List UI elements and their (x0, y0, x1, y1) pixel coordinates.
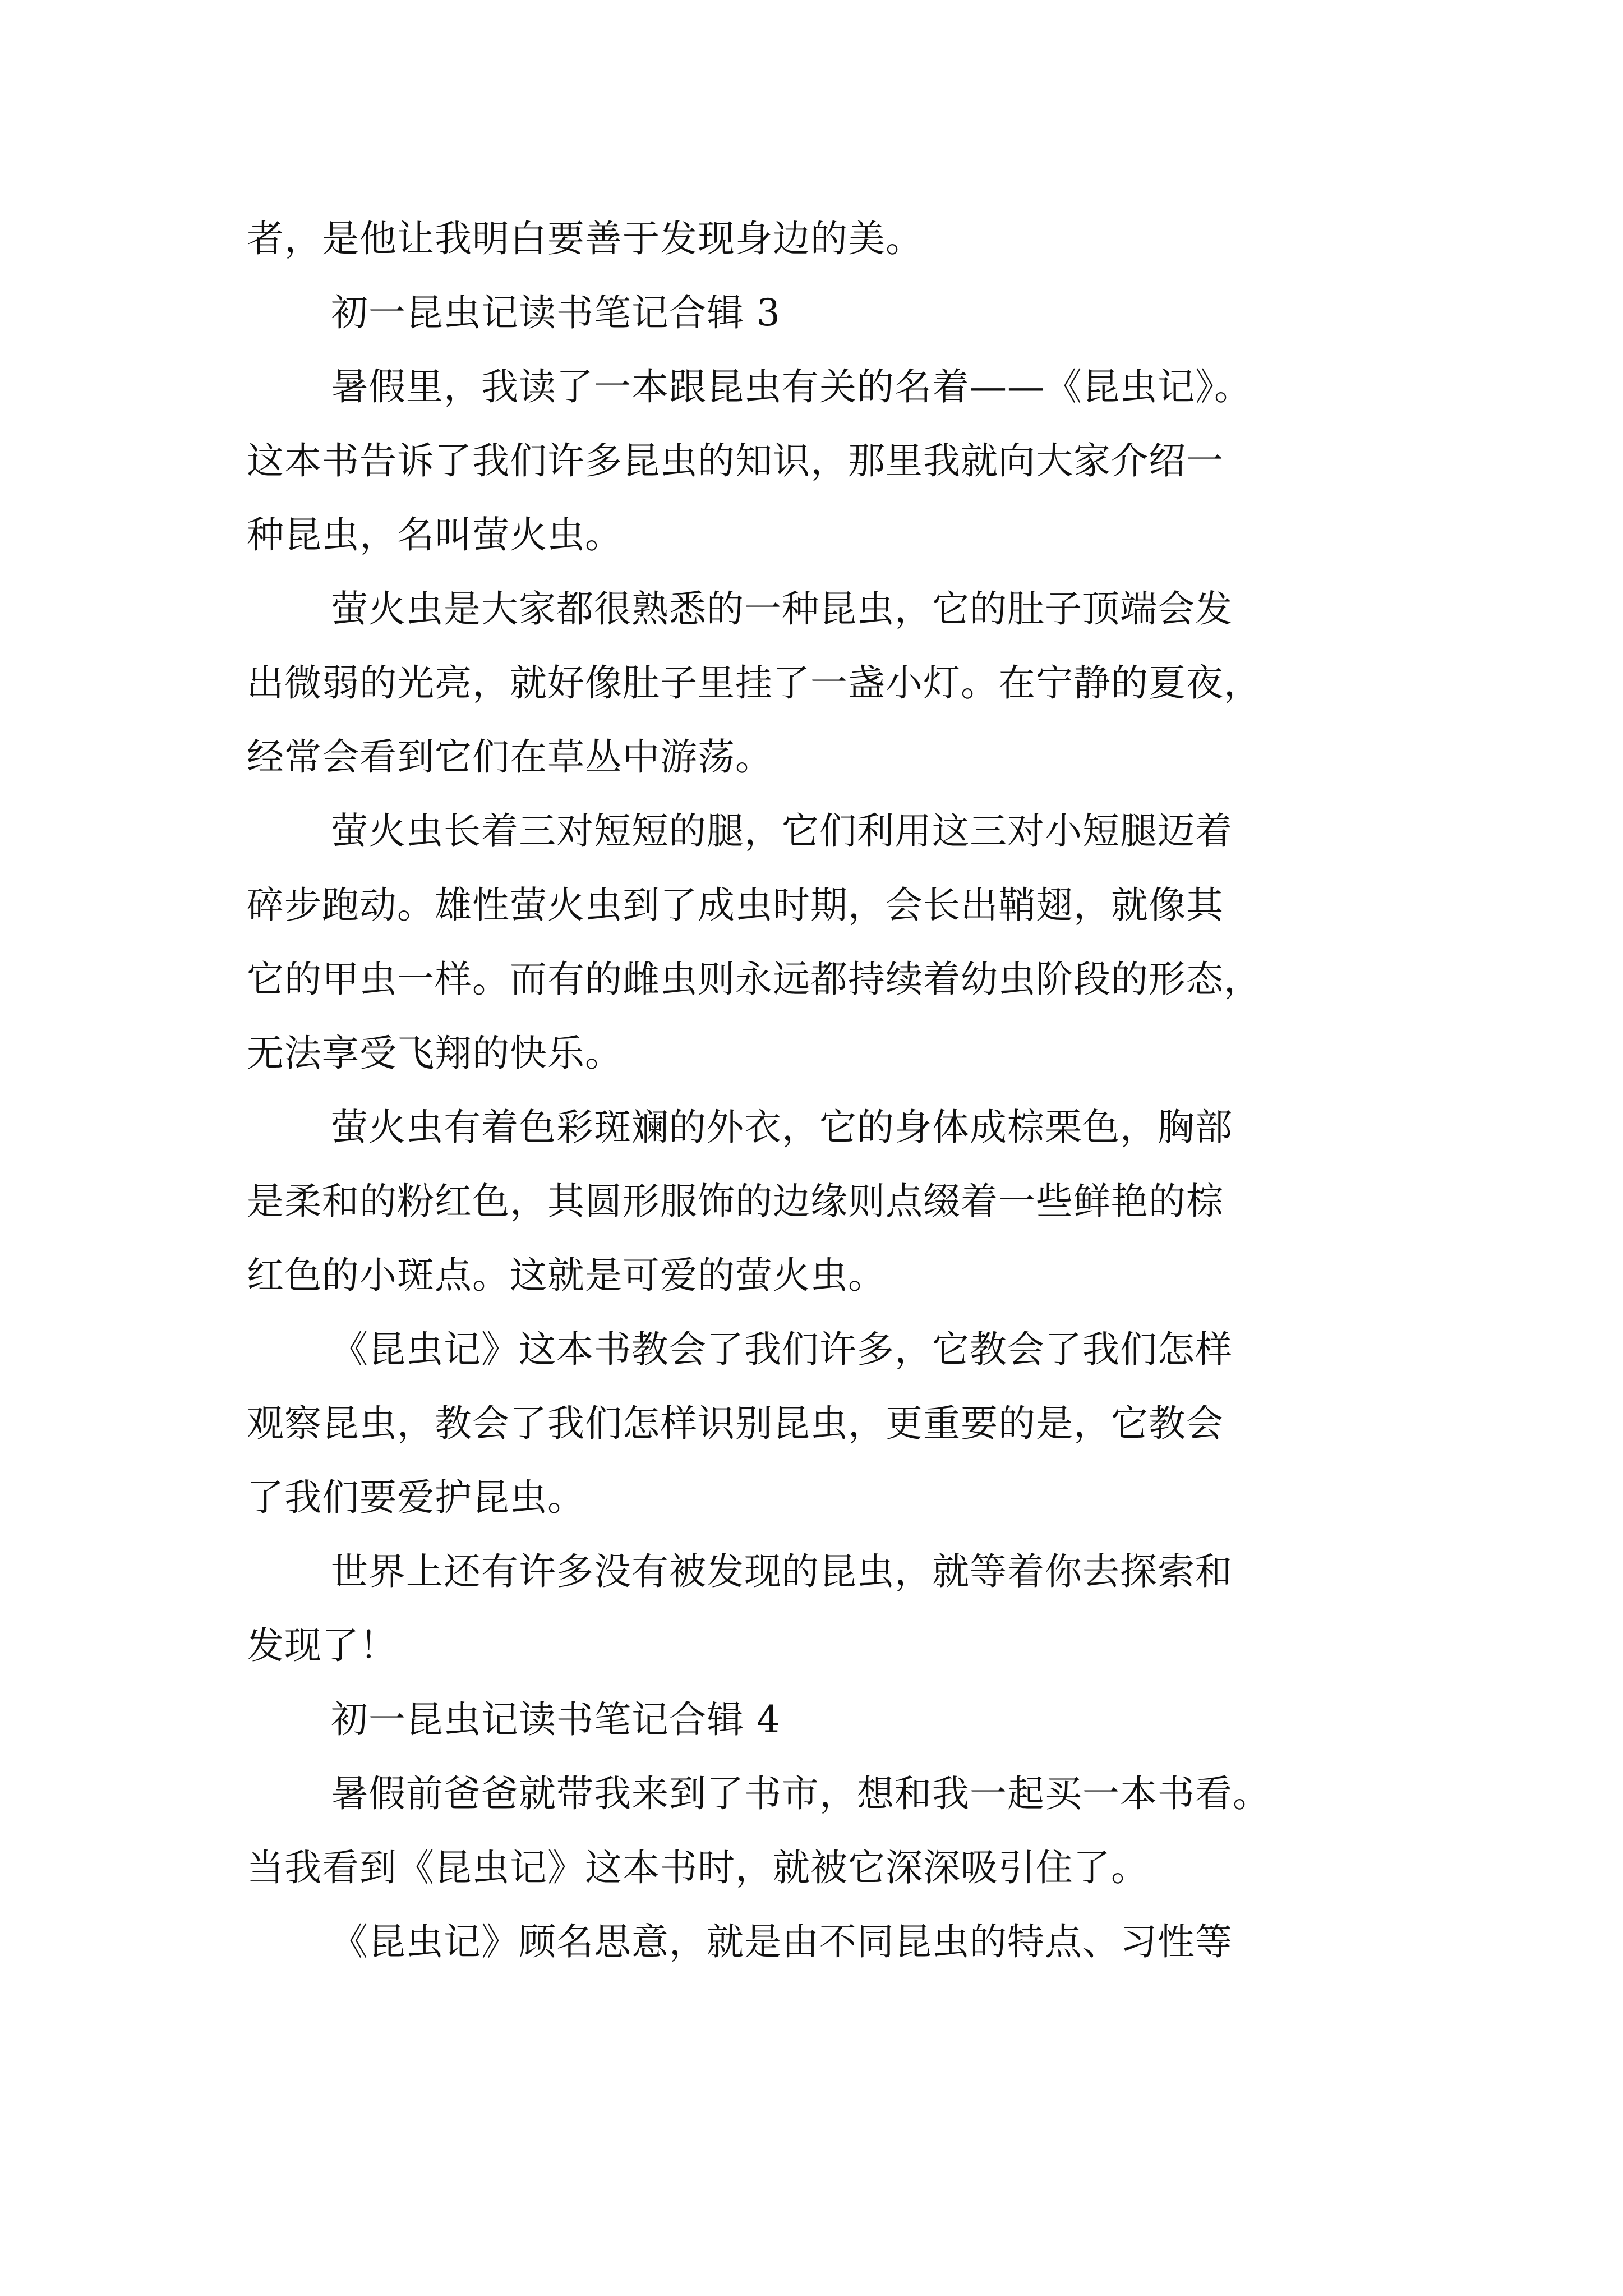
text-line: 了我们要爱护昆虫。 (247, 1476, 585, 1519)
text-line: 当我看到《昆虫记》这本书时，就被它深深吸引住了。 (247, 1846, 1149, 1889)
paragraph-line: 萤火虫长着三对短短的腿，它们利用这三对小短腿迈着 (331, 809, 1233, 853)
text-line: 是柔和的粉红色，其圆形服饰的边缘则点缀着一些鲜艳的棕 (247, 1180, 1224, 1223)
text-line: 它的甲虫一样。而有的雌虫则永远都持续着幼虫阶段的形态， (247, 958, 1261, 1001)
paragraph-line: 《昆虫记》这本书教会了我们许多，它教会了我们怎样 (331, 1328, 1233, 1371)
paragraph-line: 世界上还有许多没有被发现的昆虫，就等着你去探索和 (331, 1550, 1233, 1593)
paragraph-line: 萤火虫有着色彩斑斓的外衣，它的身体成棕栗色，胸部 (331, 1106, 1233, 1149)
paragraph-line: 《昆虫记》顾名思意，就是由不同昆虫的特点、习性等 (331, 1920, 1233, 1963)
text-line: 者，是他让我明白要善于发现身边的美。 (247, 217, 923, 260)
paragraph-line: 萤火虫是大家都很熟悉的一种昆虫，它的肚子顶端会发 (331, 587, 1233, 631)
paragraph-line: 暑假里，我读了一本跟昆虫有关的名着——《昆虫记》。 (331, 365, 1252, 408)
text-line: 发现了！ (247, 1624, 397, 1667)
text-line: 出微弱的光亮，就好像肚子里挂了一盏小灯。在宁静的夏夜， (247, 661, 1261, 705)
paragraph-line: 暑假前爸爸就带我来到了书市，想和我一起买一本书看。 (331, 1772, 1270, 1815)
text-line: 这本书告诉了我们许多昆虫的知识，那里我就向大家介绍一 (247, 439, 1224, 482)
section-heading: 初一昆虫记读书笔记合辑 3 (331, 291, 781, 334)
text-line: 碎步跑动。雄性萤火虫到了成虫时期，会长出鞘翅，就像其 (247, 884, 1224, 927)
text-line: 种昆虫，名叫萤火虫。 (247, 513, 623, 556)
text-line: 无法享受飞翔的快乐。 (247, 1032, 623, 1075)
section-heading: 初一昆虫记读书笔记合辑 4 (331, 1698, 781, 1741)
document-body (247, 202, 1374, 1979)
text-line: 观察昆虫，教会了我们怎样识别昆虫，更重要的是，它教会 (247, 1402, 1224, 1445)
text-line: 红色的小斑点。这就是可爱的萤火虫。 (247, 1254, 886, 1297)
text-line: 经常会看到它们在草丛中游荡。 (247, 735, 773, 779)
